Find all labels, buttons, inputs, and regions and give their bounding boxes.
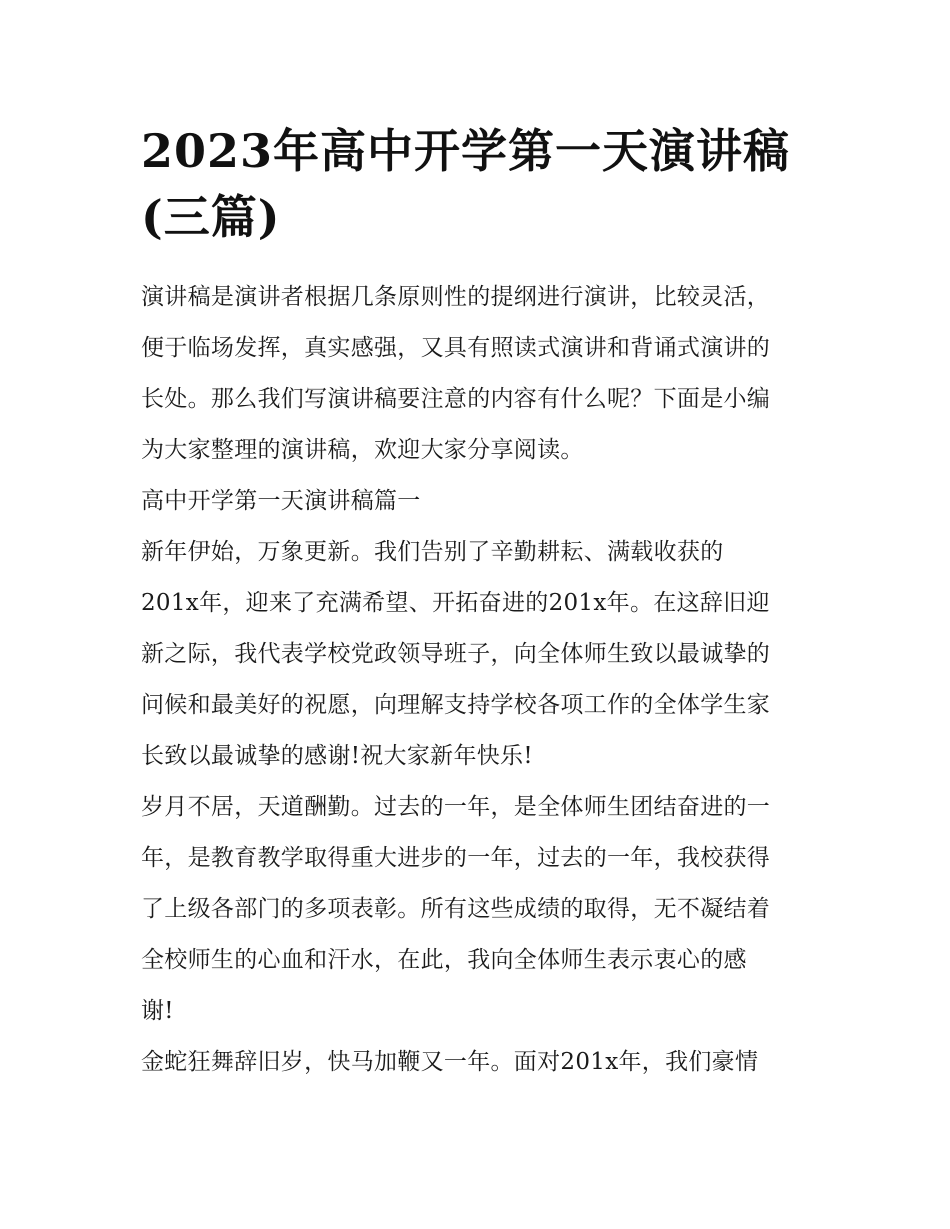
text-line: 年，是教育教学取得重大进步的一年，过去的一年，我校获得 xyxy=(141,845,771,871)
text-line: 了上级各部门的多项表彰。所有这些成绩的取得，无不凝结着 xyxy=(141,896,771,922)
text-line: 长致以最诚挚的感谢!祝大家新年快乐! xyxy=(141,743,533,769)
text-line: 长处。那么我们写演讲稿要注意的内容有什么呢？下面是小编 xyxy=(141,386,771,412)
text-line: 为大家整理的演讲稿，欢迎大家分享阅读。 xyxy=(141,437,584,463)
document-title xyxy=(141,118,817,250)
text-line: 全校师生的心血和汗水，在此，我向全体师生表示衷心的感 xyxy=(141,947,747,973)
text-line: 谢! xyxy=(141,998,174,1024)
document-body xyxy=(141,272,817,1088)
text-line: 问候和最美好的祝愿，向理解支持学校各项工作的全体学生家 xyxy=(141,692,771,718)
text-line: 新之际，我代表学校党政领导班子，向全体师生致以最诚挚的 xyxy=(141,641,771,667)
text-line: 201x年，迎来了充满希望、开拓奋进的201x年。在这辞旧迎 xyxy=(141,590,770,616)
text-line: 金蛇狂舞辞旧岁，快马加鞭又一年。面对201x年，我们豪情 xyxy=(141,1049,759,1075)
document-page xyxy=(141,118,817,1088)
title-line-1: 2023年高中开学第一天演讲稿 xyxy=(141,124,791,178)
text-line: 岁月不居，天道酬勤。过去的一年，是全体师生团结奋进的一 xyxy=(141,794,771,820)
text-line: 演讲稿是演讲者根据几条原则性的提纲进行演讲，比较灵活， xyxy=(141,284,771,310)
title-line-2: (三篇) xyxy=(141,190,281,244)
text-line: 便于临场发挥，真实感强，又具有照读式演讲和背诵式演讲的 xyxy=(141,335,771,361)
text-line: 新年伊始，万象更新。我们告别了辛勤耕耘、满载收获的 xyxy=(141,539,724,565)
section-heading: 高中开学第一天演讲稿篇一 xyxy=(141,488,421,514)
